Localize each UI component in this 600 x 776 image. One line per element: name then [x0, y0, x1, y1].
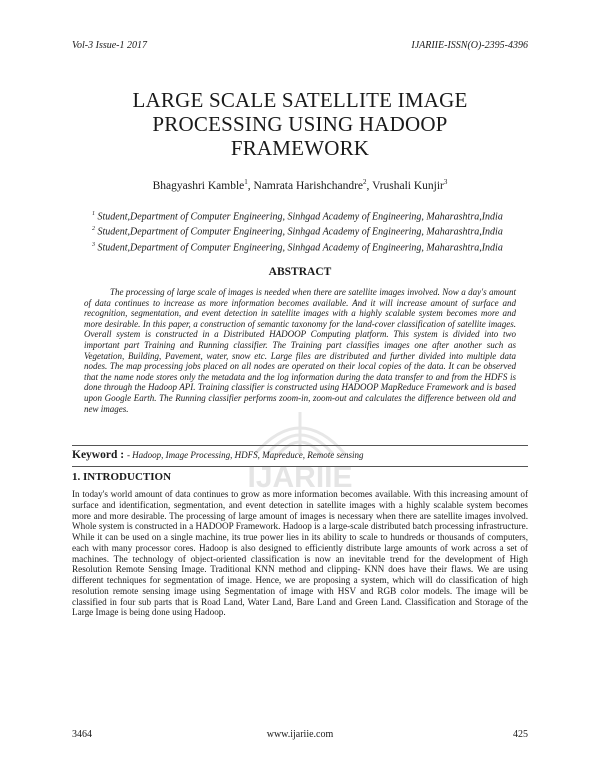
- author-name: Bhagyashri Kamble: [152, 179, 245, 192]
- running-header-volume: Vol-3 Issue-1 2017: [72, 40, 147, 51]
- affiliation-sup: 1: [92, 211, 95, 217]
- keyword-top-rule: [72, 445, 528, 446]
- keyword-line: [72, 449, 528, 461]
- footer-website: www.ijariie.com: [266, 729, 334, 740]
- keyword-label: Keyword :: [72, 449, 127, 461]
- keyword-text: - Hadoop, Image Processing, HDFS, Mapreduce, Remote sensing: [126, 450, 364, 460]
- title-line: PROCESSING USING HADOOP: [152, 112, 448, 136]
- paper-title: [60, 88, 540, 160]
- watermark-logo-icon: [255, 412, 345, 454]
- title-line: FRAMEWORK: [230, 136, 370, 160]
- footer-page-number: 425: [513, 729, 528, 740]
- affiliation: [92, 223, 532, 238]
- affiliation: [92, 239, 532, 254]
- affiliation-text: Student,Department of Computer Engineering, Sinhgad Academy of Engineering, Maharashtra,India: [97, 226, 503, 238]
- introduction-heading: 1. INTRODUCTION: [72, 471, 172, 483]
- title-line: LARGE SCALE SATELLITE IMAGE: [132, 88, 468, 112]
- keyword-bottom-rule: [72, 466, 528, 467]
- author-sep: ,: [366, 179, 373, 192]
- author-sup: 2: [363, 178, 367, 186]
- watermark-text: IJARIIE: [247, 461, 353, 494]
- affiliation-sup: 3: [92, 241, 95, 248]
- author-name: Vrushali Kunjir: [372, 179, 444, 192]
- affiliation-text: Student,Department of Computer Engineering, Sinhgad Academy of Engineering, Maharashtra,India: [97, 241, 503, 253]
- affiliation-sup: 2: [92, 226, 95, 233]
- author-name: Namrata Harishchandre: [253, 179, 364, 192]
- author-sup: 1: [244, 178, 248, 186]
- affiliation: [92, 208, 532, 223]
- footer-paper-id: 3464: [72, 729, 92, 740]
- running-header-issn: IJARIIE-ISSN(O)-2395-4396: [411, 40, 528, 51]
- author-sep: ,: [247, 179, 254, 192]
- introduction-text: In today's world amount of data continues to grow as more information becomes available. With this increasing amount of surface and identification, segmentation, and event detection in satellite images with a highly scalable system becomes more and more desirable. The processing of large amount of images is necessary when there are satellite images involved. Whole system is constructed in a HADOOP Framework. Hadoop is a large-scale distributed batch processing infrastructure. While it can be used on a single machine, its true power lies in its ability to scale to hundreds or thousands of computers, each with many processor cores. Hadoop is also designed to efficiently distribute large amounts of work across a set of machines. The technology of object-oriented classification is now an inevitable trend for the development of High Resolution Remote Sensing Image. Traditional KNN method and clipping- KNN does have their flaws. We are using different techniques for segmentation of image. Hence, we are proposing a system, which will do classification of high resolution remote sensing image using Segmentation of image with HSV and RGB color models. The image will be classified in four sub parts that is Road Land, Water Land, Bare Land and Green Land. Classification and Storage of the Large Image is being done using Hadoop.: [72, 489, 528, 618]
- affiliation-list: [92, 208, 532, 254]
- affiliation-text: Student,Department of Computer Engineering, Sinhgad Academy of Engineering, Maharashtra,India: [97, 211, 503, 223]
- abstract-text: The processing of large scale of images is needed when there are satellite images involved. Now a day's amount of data continues to increase as more information becomes available. And it will increase amount of surface and recognition, segmentation, and event detection in satellite images with a highly scalable system becomes more and more desirable. In this paper, a construction of semantic taxonomy for the land-cover classification of satellite images. Overall system is constructed in a Distributed HADOOP Computing platform. This system is divided into two important part Training and Running classifier. The Training part classifies images one after another such as Vegetation, Building, Pavement, water, snow etc. Large files are distributed and further divided into multiple data nodes. The map processing jobs placed on all nodes are operated on their local copies of the data. It can be observed that the name node stores only the metadata and the log information during the data transfer to and from the HDFS is done through the Hadoop API. Training classifier is constructed using HADOOP MapReduce Framework and is based upon Google Earth. The Running classifier performs zoom-in, zoom-out and calculates the difference between old and new images.: [84, 287, 516, 414]
- author-list: [60, 178, 540, 192]
- author-sup: 3: [443, 178, 448, 186]
- abstract-heading: ABSTRACT: [268, 266, 332, 278]
